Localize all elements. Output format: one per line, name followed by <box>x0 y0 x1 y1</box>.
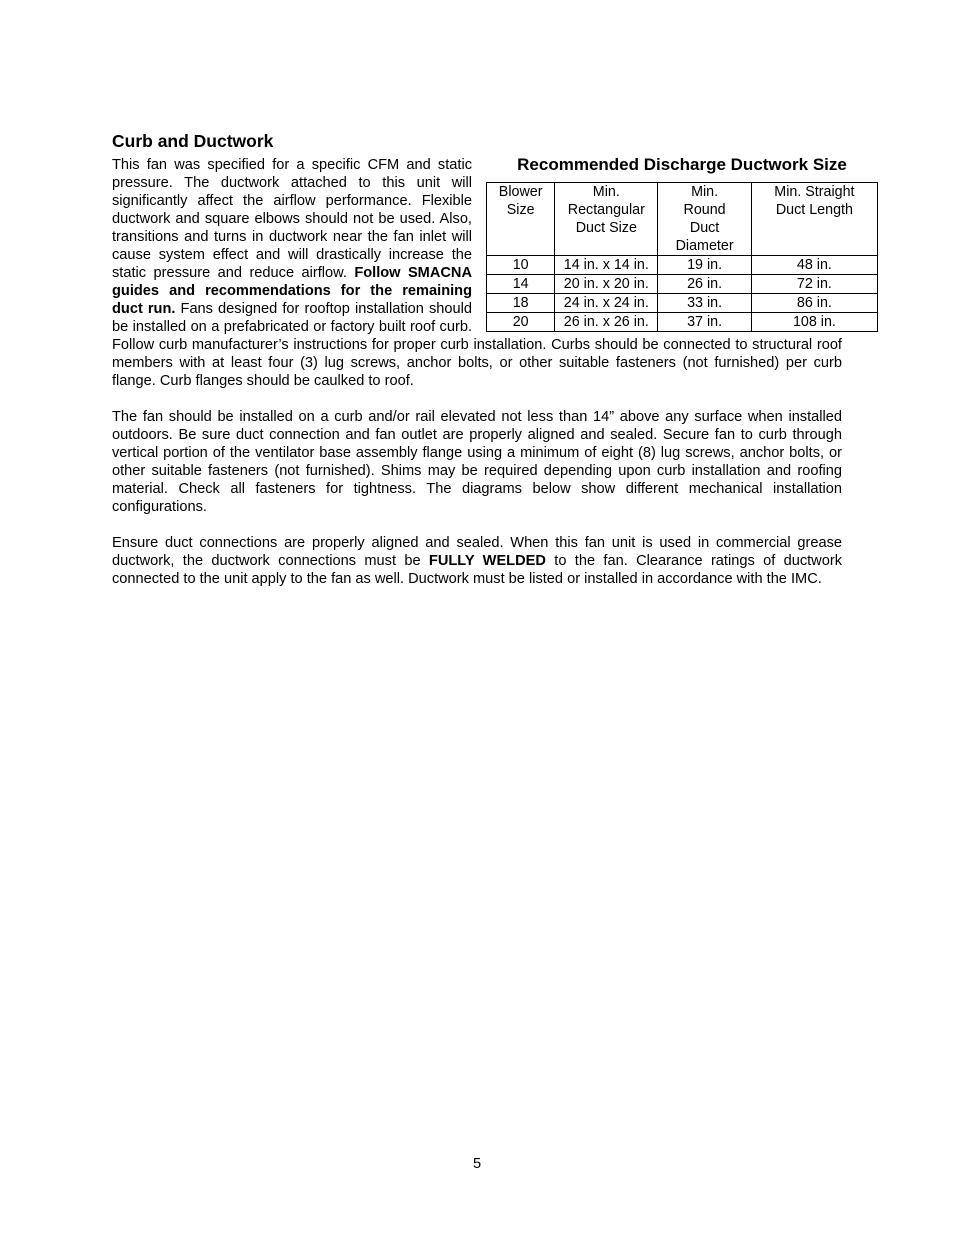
cell-rect-duct-size: 24 in. x 24 in. <box>555 294 658 313</box>
paragraph-curb-installation: The fan should be installed on a curb and/or rail elevated not less than 14” above any surface when installed outdoors. Be sure duct connection and fan outlet are properly aligned and sealed. Secure fan to curb through vertical portion of the ventilator base assembly flange using a minimum of eight (8) lug screws, anchor bolts, or other suitable fasteners (not furnished). Shims may be required depending upon curb installation and roofing material. Check all fasteners for tightness. The diagrams below show different mechanical installation configurations. <box>112 409 842 515</box>
cell-rect-duct-size: 14 in. x 14 in. <box>555 256 658 275</box>
header-rect-duct-size: Min. Rectangular Duct Size <box>555 183 658 256</box>
cell-round-duct-diameter: 19 in. <box>658 256 752 275</box>
paragraph-curb-ductwork: This fan was specified for a specific CFM and static pressure. The ductwork attached to this unit will significantly affect the airflow performance. Flexible ductwork and square elbows should not be used. Also, transitions and turns in ductwork near the fan inlet will cause system effect and will drastically increase the static pressure and reduce airflow. Follow SMACNA guides and recommendations for the remaining duct run. Fans designed for rooftop installation should be installed on a prefabricated or factory built roof curb. Follow curb manufacturer’s instructions for proper curb installation. Curbs should be connected to structural roof members with at least four (3) lug screws, anchor bolts, or other suitable fasteners (not furnished) per curb flange. Curb flanges should be caulked to roof. <box>112 157 842 389</box>
paragraph-duct-connections: Ensure duct connections are properly aligned and sealed. When this fan unit is used in commercial grease ductwork, the ductwork connections must be FULLY WELDED to the fan. Clearance ratings of ductwork connected to the unit apply to the fan as well. Ductwork must be listed or installed in accordance with the IMC. <box>112 535 842 587</box>
table-header-row <box>487 183 878 256</box>
table-row <box>487 256 878 275</box>
cell-straight-duct-length: 108 in. <box>751 313 877 332</box>
cell-straight-duct-length: 72 in. <box>751 275 877 294</box>
header-round-duct-diameter: Min. Round Duct Diameter <box>658 183 752 256</box>
table-row <box>487 313 878 332</box>
cell-blower-size: 10 <box>487 256 555 275</box>
cell-straight-duct-length: 48 in. <box>751 256 877 275</box>
table-row <box>487 294 878 313</box>
fully-welded-note: FULLY WELDED <box>428 553 546 569</box>
ductwork-table-block <box>486 154 878 332</box>
table-row <box>487 275 878 294</box>
cell-blower-size: 18 <box>487 294 555 313</box>
header-straight-duct-length: Min. Straight Duct Length <box>751 183 877 256</box>
cell-rect-duct-size: 26 in. x 26 in. <box>555 313 658 332</box>
document-page <box>112 130 855 588</box>
section-title: Curb and Ductwork <box>112 131 274 151</box>
header-blower-size: Blower Size <box>487 183 555 256</box>
cell-blower-size: 20 <box>487 313 555 332</box>
cell-straight-duct-length: 86 in. <box>751 294 877 313</box>
cell-blower-size: 14 <box>487 275 555 294</box>
page-number: 5 <box>472 1156 482 1172</box>
cell-round-duct-diameter: 26 in. <box>658 275 752 294</box>
cell-round-duct-diameter: 33 in. <box>658 294 752 313</box>
cell-round-duct-diameter: 37 in. <box>658 313 752 332</box>
smacna-note: Follow SMACNA guides and recommendations for the remaining duct run. <box>112 265 472 317</box>
cell-rect-duct-size: 20 in. x 20 in. <box>555 275 658 294</box>
ductwork-size-table <box>486 182 878 332</box>
table-title: Recommended Discharge Ductwork Size <box>517 155 847 174</box>
